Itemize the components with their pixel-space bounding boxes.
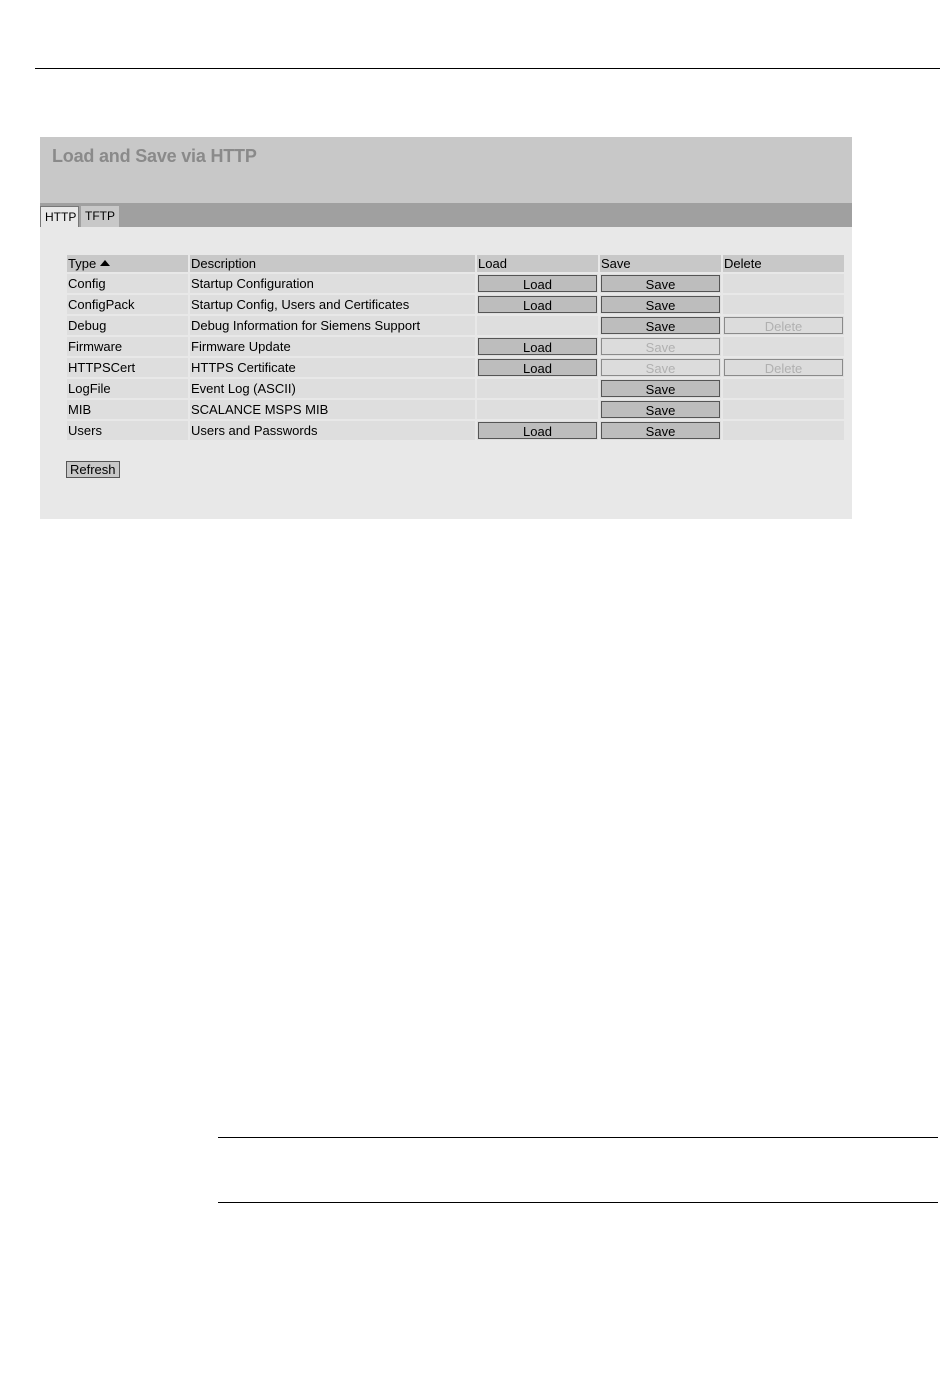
description-cell: Startup Configuration: [190, 274, 475, 293]
delete-cell: [723, 295, 844, 314]
column-header-type[interactable]: [67, 255, 188, 272]
delete-cell: [723, 421, 844, 440]
load-button[interactable]: Load: [478, 275, 597, 292]
footer-rule-bottom: [218, 1202, 938, 1203]
column-header-type-label: Type: [68, 256, 97, 271]
panel-header: [40, 137, 852, 203]
save-button: Save: [601, 359, 720, 376]
save-cell: [600, 421, 721, 440]
save-cell: [600, 400, 721, 419]
table-row: [67, 379, 844, 398]
footer-rule-top: [218, 1137, 938, 1138]
files-table: [65, 253, 846, 442]
tab-http[interactable]: HTTP: [40, 206, 79, 227]
description-cell: Firmware Update: [190, 337, 475, 356]
type-cell: LogFile: [67, 379, 188, 398]
delete-button: Delete: [724, 317, 843, 334]
table-row: [67, 337, 844, 356]
sort-ascending-icon: [100, 260, 110, 266]
table-header-row: [67, 255, 844, 272]
save-cell: [600, 358, 721, 377]
delete-cell: [723, 337, 844, 356]
column-header-delete: Delete: [723, 255, 844, 272]
type-cell: MIB: [67, 400, 188, 419]
save-cell: [600, 379, 721, 398]
save-cell: [600, 316, 721, 335]
save-button[interactable]: Save: [601, 296, 720, 313]
top-rule: [35, 68, 940, 69]
description-cell: Users and Passwords: [190, 421, 475, 440]
load-cell: [477, 379, 598, 398]
save-cell: [600, 337, 721, 356]
delete-cell: [723, 358, 844, 377]
description-cell: SCALANCE MSPS MIB: [190, 400, 475, 419]
save-button[interactable]: Save: [601, 275, 720, 292]
delete-cell: [723, 316, 844, 335]
table-row: [67, 358, 844, 377]
load-cell: [477, 421, 598, 440]
delete-cell: [723, 400, 844, 419]
load-button[interactable]: Load: [478, 422, 597, 439]
table-row: [67, 400, 844, 419]
table-row: [67, 295, 844, 314]
save-button: Save: [601, 338, 720, 355]
refresh-button[interactable]: Refresh: [66, 461, 120, 478]
description-cell: HTTPS Certificate: [190, 358, 475, 377]
type-cell: HTTPSCert: [67, 358, 188, 377]
load-button[interactable]: Load: [478, 359, 597, 376]
save-button[interactable]: Save: [601, 317, 720, 334]
load-cell: [477, 295, 598, 314]
type-cell: Firmware: [67, 337, 188, 356]
load-cell: [477, 274, 598, 293]
delete-cell: [723, 274, 844, 293]
save-button[interactable]: Save: [601, 422, 720, 439]
column-header-save: Save: [600, 255, 721, 272]
save-button[interactable]: Save: [601, 401, 720, 418]
tab-tftp[interactable]: TFTP: [81, 206, 119, 227]
table-row: [67, 316, 844, 335]
load-button[interactable]: Load: [478, 296, 597, 313]
column-header-description[interactable]: Description: [190, 255, 475, 272]
delete-button: Delete: [724, 359, 843, 376]
save-cell: [600, 274, 721, 293]
load-cell: [477, 337, 598, 356]
load-save-panel: [40, 137, 852, 519]
load-cell: [477, 358, 598, 377]
load-button[interactable]: Load: [478, 338, 597, 355]
save-cell: [600, 295, 721, 314]
table-row: [67, 421, 844, 440]
delete-cell: [723, 379, 844, 398]
save-button[interactable]: Save: [601, 380, 720, 397]
column-header-load: Load: [477, 255, 598, 272]
description-cell: Debug Information for Siemens Support: [190, 316, 475, 335]
page-title: Load and Save via HTTP: [52, 146, 257, 166]
type-cell: Config: [67, 274, 188, 293]
type-cell: ConfigPack: [67, 295, 188, 314]
description-cell: Event Log (ASCII): [190, 379, 475, 398]
table-row: [67, 274, 844, 293]
description-cell: Startup Config, Users and Certificates: [190, 295, 475, 314]
tab-bar: [40, 203, 852, 227]
load-cell: [477, 316, 598, 335]
type-cell: Debug: [67, 316, 188, 335]
load-cell: [477, 400, 598, 419]
type-cell: Users: [67, 421, 188, 440]
